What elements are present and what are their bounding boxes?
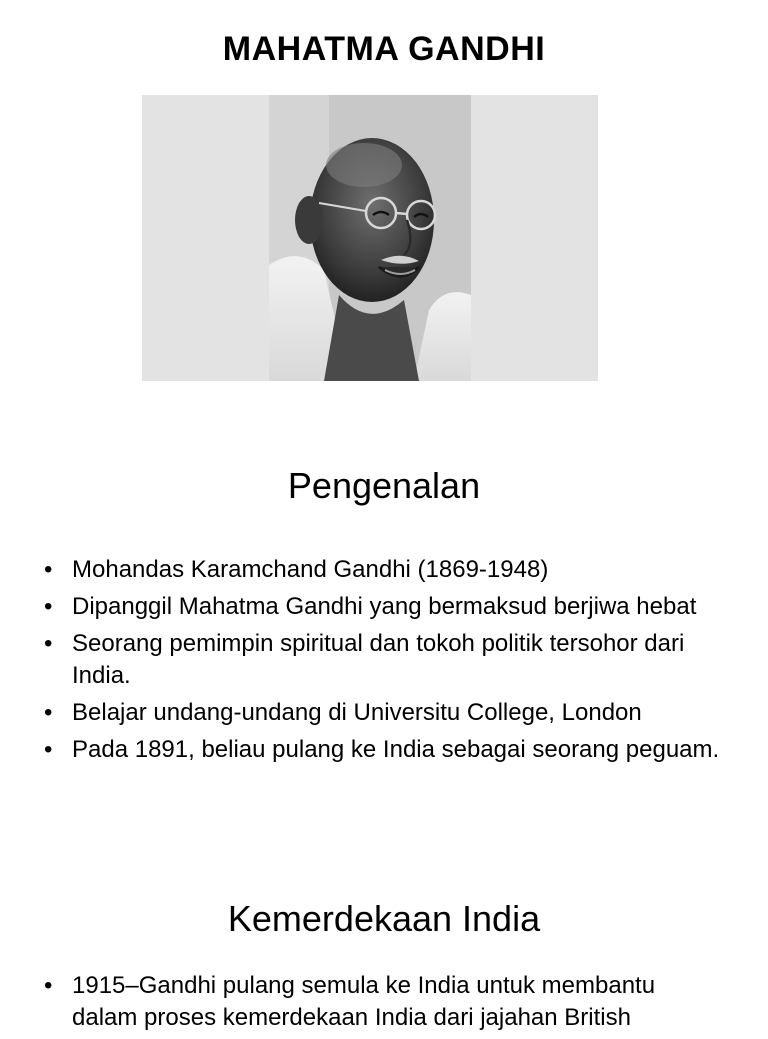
photo-frame <box>142 95 598 381</box>
bullet-item: • Dipanggil Mahatma Gandhi yang bermaksud berjiwa hebat <box>44 591 724 623</box>
independence-heading: Kemerdekaan India <box>227 898 541 939</box>
bullet-item: • Belajar undang-undang di Universitu College, London <box>44 697 724 729</box>
bullet-item: • 1915–Gandhi pulang semula ke India untuk membantu dalam proses kemerdekaan India dari jajahan British <box>44 970 724 1034</box>
bullet-item: • Seorang pemimpin spiritual dan tokoh politik tersohor dari India. <box>44 628 724 692</box>
portrait-illustration <box>269 95 471 381</box>
independence-bullet-list <box>44 970 724 1039</box>
intro-heading: Pengenalan <box>287 465 481 506</box>
intro-bullet-list <box>44 554 724 771</box>
slide-title: MAHATMA GANDHI <box>222 30 546 68</box>
portrait-photo <box>269 95 471 381</box>
bullet-item: • Pada 1891, beliau pulang ke India sebagai seorang peguam. <box>44 734 724 766</box>
bullet-item: • Mohandas Karamchand Gandhi (1869-1948) <box>44 554 724 586</box>
